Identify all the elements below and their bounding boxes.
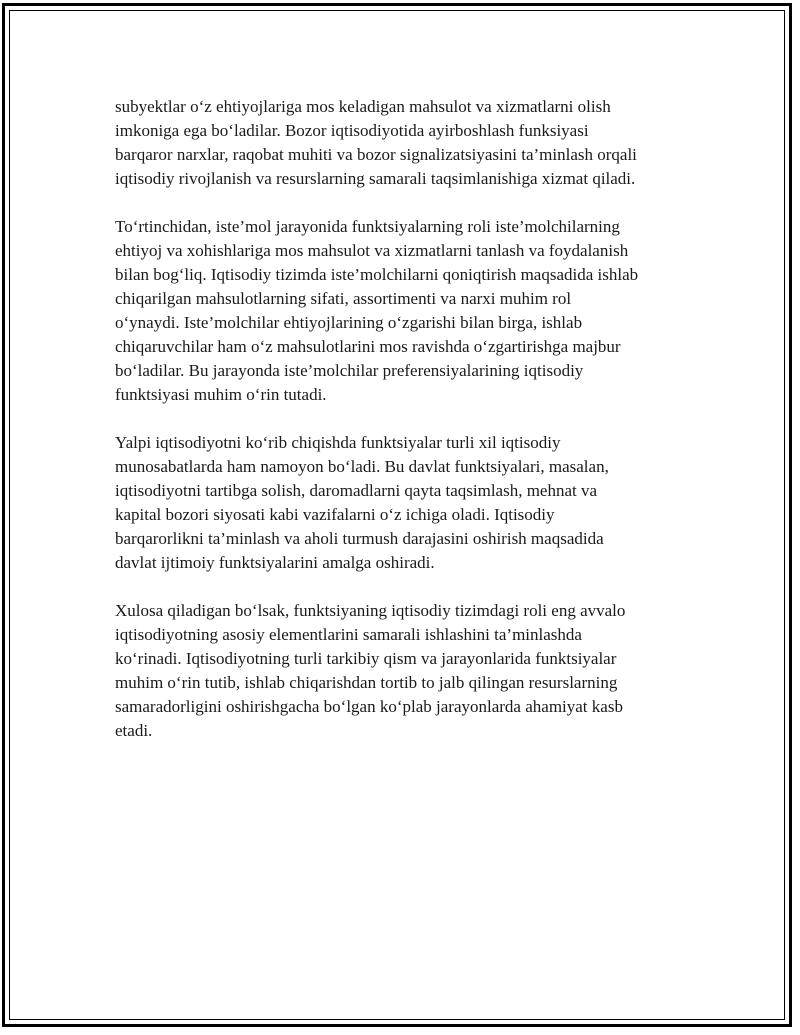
paragraph-line: ehtiyoj va xohishlariga mos mahsulot va xizmatlarni tanlash va foydalanish [115, 241, 629, 260]
paragraph-line: chiqarilgan mahsulotlarning sifati, assortimenti va narxi muhim rol [115, 289, 572, 308]
paragraph-line: davlat ijtimoiy funktsiyalarini amalga oshiradi. [115, 553, 435, 572]
paragraph-line: Yalpi iqtisodiyotni ko‘rib chiqishda funktsiyalar turli xil iqtisodiy [115, 433, 561, 452]
paragraph-2 [115, 215, 705, 407]
paragraph-line: iqtisodiyotni tartibga solish, daromadlarni qayta taqsimlash, mehnat va [115, 481, 598, 500]
paragraph-1 [115, 95, 705, 191]
paragraph-line: To‘rtinchidan, iste’mol jarayonida funktsiyalarning roli iste’molchilarning [115, 217, 620, 236]
paragraph-line: iqtisodiy rivojlanish va resurslarning samarali taqsimlanishiga xizmat qiladi. [115, 169, 636, 188]
document-body [115, 95, 705, 767]
paragraph-line: o‘ynaydi. Iste’molchilar ehtiyojlarining o‘zgarishi bilan birga, ishlab [115, 313, 583, 332]
paragraph-line: barqarorlikni ta’minlash va aholi turmush darajasini oshirish maqsadida [115, 529, 604, 548]
paragraph-line: etadi. [115, 721, 153, 740]
paragraph-line: iqtisodiyotning asosiy elementlarini samarali ishlashini ta’minlashda [115, 625, 582, 644]
paragraph-line: bo‘ladilar. Bu jarayonda iste’molchilar preferensiyalarining iqtisodiy [115, 361, 584, 380]
paragraph-3 [115, 431, 705, 575]
paragraph-line: chiqaruvchilar ham o‘z mahsulotlarini mos ravishda o‘zgartirishga majbur [115, 337, 621, 356]
paragraph-line: munosabatlarda ham namoyon bo‘ladi. Bu davlat funktsiyalari, masalan, [115, 457, 609, 476]
paragraph-line: muhim o‘rin tutib, ishlab chiqarishdan tortib to jalb qilingan resurslarning [115, 673, 618, 692]
paragraph-line: samaradorligini oshirishgacha bo‘lgan ko‘plab jarayonlarda ahamiyat kasb [115, 697, 623, 716]
paragraph-line: subyektlar o‘z ehtiyojlariga mos keladigan mahsulot va xizmatlarni olish [115, 97, 611, 116]
paragraph-line: imkoniga ega bo‘ladilar. Bozor iqtisodiyotida ayirboshlash funksiyasi [115, 121, 589, 140]
paragraph-line: Xulosa qiladigan bo‘lsak, funktsiyaning iqtisodiy tizimdagi roli eng avvalo [115, 601, 626, 620]
paragraph-line: ko‘rinadi. Iqtisodiyotning turli tarkibiy qism va jarayonlarida funktsiyalar [115, 649, 617, 668]
paragraph-line: barqaror narxlar, raqobat muhiti va bozor signalizatsiyasini ta’minlash orqali [115, 145, 637, 164]
paragraph-line: kapital bozori siyosati kabi vazifalarni o‘z ichiga oladi. Iqtisodiy [115, 505, 555, 524]
paragraph-line: funktsiyasi muhim o‘rin tutadi. [115, 385, 327, 404]
paragraph-4 [115, 599, 705, 743]
paragraph-line: bilan bog‘liq. Iqtisodiy tizimda iste’molchilarni qoniqtirish maqsadida ishlab [115, 265, 639, 284]
